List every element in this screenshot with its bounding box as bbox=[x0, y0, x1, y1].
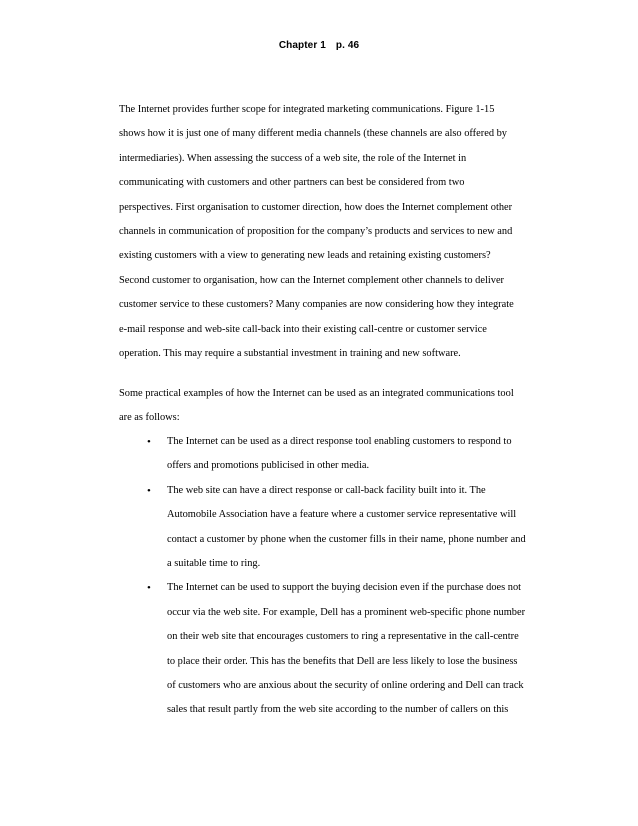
paragraph-line: channels in communication of proposition for the company’s products and services to new and bbox=[119, 225, 513, 237]
paragraph-line: communicating with customers and other partners can best be considered from two bbox=[119, 177, 465, 189]
bullet-icon: • bbox=[147, 436, 151, 448]
paragraph-line: Some practical examples of how the Internet can be used as an integrated communications tool bbox=[119, 388, 514, 399]
page-header bbox=[0, 40, 638, 51]
bullet-list bbox=[119, 430, 526, 723]
paragraph-line: e-mail response and web-site call-back into their existing call-centre or customer service bbox=[119, 323, 487, 335]
paragraph-line: customer service to these customers? Many companies are now considering how they integrate bbox=[119, 299, 514, 311]
bullet-line: sales that result partly from the web site according to the number of callers on this bbox=[167, 704, 509, 716]
paragraph-line: intermediaries). When assessing the success of a web site, the role of the Internet in bbox=[119, 152, 467, 164]
bullet-line: The Internet can be used to support the buying decision even if the purchase does not bbox=[167, 582, 522, 594]
page-number: p. 46 bbox=[335, 40, 360, 51]
bullet-line: on their web site that encourages customers to ring a representative in the call-centre bbox=[167, 631, 519, 643]
bullet-line: to place their order. This has the benefits that Dell are less likely to lose the business bbox=[167, 655, 518, 667]
bullet-line: contact a customer by phone when the customer fills in their name, phone number and bbox=[167, 533, 526, 545]
paragraph-line: are as follows: bbox=[119, 412, 180, 424]
bullet-item-direct-response bbox=[119, 430, 519, 479]
paragraph-line: Second customer to organisation, how can the Internet complement other channels to deliver bbox=[119, 274, 505, 286]
bullet-line: offers and promotions publicised in other media. bbox=[167, 460, 370, 472]
bullet-item-buying-decision bbox=[119, 576, 526, 722]
paragraph-line: shows how it is just one of many different media channels (these channels are also offered by bbox=[119, 128, 507, 140]
bullet-line: Automobile Association have a feature where a customer service representative will bbox=[167, 509, 517, 521]
paragraph-line: existing customers with a view to generating new leads and retaining existing customers? bbox=[119, 250, 491, 262]
bullet-line: a suitable time to ring. bbox=[167, 557, 261, 569]
bullet-item-call-back bbox=[119, 479, 526, 577]
chapter-label: Chapter 1 bbox=[278, 40, 326, 51]
paragraph-practical-examples bbox=[119, 382, 519, 431]
bullet-line: The Internet can be used as a direct response tool enabling customers to respond to bbox=[167, 436, 512, 447]
bullet-icon: • bbox=[147, 484, 151, 497]
paragraph-integrated-communications bbox=[119, 98, 519, 366]
paragraph-line: The Internet provides further scope for integrated marketing communications. Figure 1-15 bbox=[119, 104, 495, 115]
bullet-line: The web site can have a direct response or call-back facility built into it. The bbox=[167, 484, 486, 496]
bullet-line: occur via the web site. For example, Dell has a prominent web-specific phone number bbox=[167, 606, 526, 618]
bullet-icon: • bbox=[147, 582, 151, 595]
paragraph-line: operation. This may require a substantial investment in training and new software. bbox=[119, 347, 461, 359]
bullet-line: of customers who are anxious about the security of online ordering and Dell can track bbox=[167, 679, 524, 691]
paragraph-line: perspectives. First organisation to customer direction, how does the Internet complement other bbox=[119, 201, 513, 213]
